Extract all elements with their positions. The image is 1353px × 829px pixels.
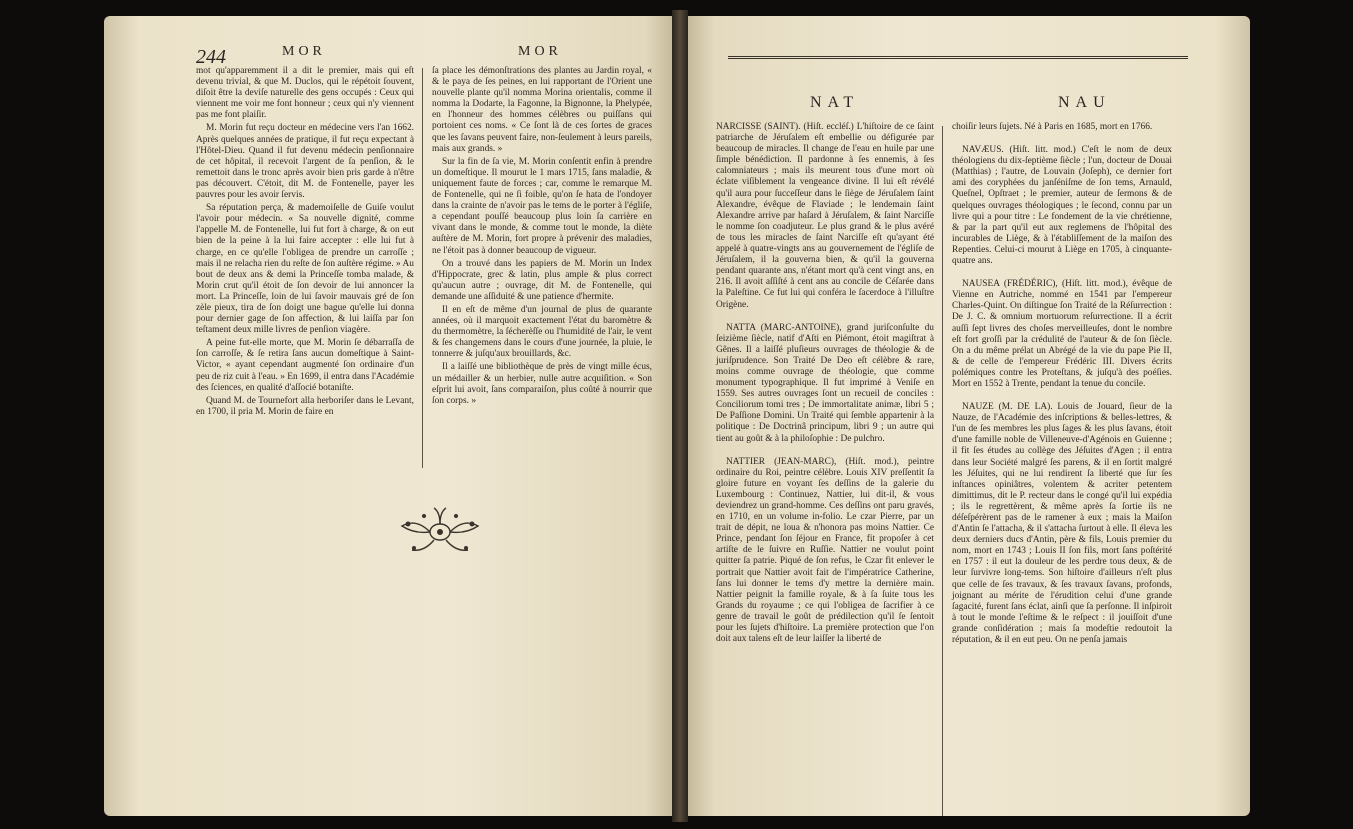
column-divider <box>422 68 423 468</box>
paragraph: Il a laiſſé une bibliothèque de près de vingt mille écus, un médailler & un herbier, nulle autre acquiſition. « Son eſprit lui avoit, ſans comparaiſon, plus coûté à nourrir que ſon corps. » <box>432 362 652 406</box>
page-number: 244 <box>196 46 226 68</box>
running-head-right: NAU <box>1058 94 1111 111</box>
left-page <box>104 16 680 816</box>
paragraph: ſa place les démonſtrations des plantes au Jardin royal, « & le paya de ſes peines, en lui rapportant de l'Orient une nouvelle plante qu'il nomma Morina orientalis, comme il nomma la Dodarte, la Fagonne, la Bignonne, la Phelypée, en l'honneur des hommes célèbres ou puiſſans qui portoient ces noms. « Ce ſont là de ces ſortes de graces que les ſavans peuvent faire, non-ſeulement à leurs pareils, mais aux grands. » <box>432 66 652 154</box>
paragraph: mot qu'apparemment il a dit le premier, mais qui eſt devenu trivial, & que M. Duclos, qui le répétoit ſouvent, diſoit être la deviſe naturelle des gens occupés : Ceux qui viennent me voir me font honneur ; ceux qui n'y viennent pas me font plaiſir. <box>196 66 414 121</box>
right-page-column-2 <box>952 122 1172 648</box>
paragraph: Il en eſt de même d'un journal de plus de quarante années, où il marquoit exactement l'état du baromètre & du thermomètre, la ſécherèſſe ou l'humidité de l'air, le vent & ſes changemens dans le cours d'une journée, la pluie, le tonnerre & juſqu'aux brouillards, &c. <box>432 304 652 360</box>
paragraph: On a trouvé dans les papiers de M. Morin un Index d'Hippocrate, grec & latin, plus ample & plus correct qu'aucun autre ; ouvrage, dit M. de Fontenelle, qui demande une aſſiduité & une patience d'hermite. <box>432 258 652 302</box>
book-gutter <box>672 10 688 822</box>
floral-ornament-icon <box>394 504 486 560</box>
left-page-column-2 <box>432 66 652 409</box>
paragraph: Quand M. de Tournefort alla herboriſer dans le Levant, en 1700, il pria M. Morin de faire en <box>196 395 414 417</box>
paragraph: NATTA (MARC-ANTOINE), grand juriſconſulte du ſeizième ſiècle, natif d'Aſti en Piémont, étoit magiſtrat à Gênes. Il a laiſſé pluſieurs ouvrages de théologie & de juriſprudence. Son Traité De Deo eſt célèbre & rare, moins comme ouvrage de théologie, que comme monument typographique. Il fut imprimé à Veniſe en 1559. Ses autres ouvrages ſont un recueil de conciles : Conciliorum tomi tres ; De immortalitate animæ, libri 5 ; De Paſſione Domini. Un Traité qui ſemble appartenir à la politique : De Doctrinâ principum, libri 9 ; un autre qui tient au goût & à la philoſophie : De pulchro. <box>716 322 934 444</box>
running-head-left: NAT <box>810 94 860 111</box>
left-page-column-1 <box>196 66 414 420</box>
paragraph: choiſir leurs ſujets. Né à Paris en 1685, mort en 1766. <box>952 122 1153 132</box>
paragraph: NAVÆUS. (Hiſt. litt. mod.) C'eſt le nom de deux théologiens du dix-ſeptième ſiècle ; l'un, docteur de Douai (Matthias) ; l'autre, de Louvain (Joſeph), ce dernier fort ami des coryphées du janſéniſme de ſon tems, Arnauld, Queſnel, Opſtraet ; le premier, auteur de ſermons & de quelques ouvrages théologiques ; le ſecond, connu par un livre qui a pour titre : Le fondement de la vie chrétienne, & par la part qu'il eut aux reglemens de l'hôpital des incurables de Liège, & à l'établiſſement de la maiſon des Repenties. Celui-ci mourut à Liège en 1705, à cinquante-quatre ans. <box>952 145 1172 267</box>
column-divider <box>942 126 943 816</box>
running-head-left: MOR <box>282 44 326 59</box>
decorative-rule <box>728 56 1188 61</box>
paragraph: A peine fut-elle morte, que M. Morin ſe débarraſſa de ſon carroſſe, & ſe retira ſans aucun domeſtique à Saint-Victor, « ayant cependant augmenté ſon ordinaire d'un peu de riz cuit à l'eau. » En 1699, il entra dans l'Académie des ſciences, en qualité d'aſſocié botaniſte. <box>196 338 414 393</box>
paragraph: Sur la fin de ſa vie, M. Morin conſentit enfin à prendre un domeſtique. Il mourut le 1 mars 1715, ſans maladie, & uniquement faute de forces ; car, comme le remarque M. de Fontenelle, qui ne ſi foible, qu'on ſe hata de l'ondoyer dans la crainte de n'avoir pas le tems de le porter à l'égliſe, a cependant pouſſé beaucoup plus loin ſa carrière en vivant dans le monde, & comme tout le monde, la diète auſtère de M. Morin, fort propre à prévenir des maladies, ne l'étoit pas à donner beaucoup de vigueur. <box>432 156 652 256</box>
paragraph: NATTIER (JEAN-MARC), (Hiſt. mod.), peintre ordinaire du Roi, peintre célèbre. Louis XIV preſſentit ſa gloire future en voyant ſes deſſins de la galerie du Luxembourg : Continuez, Nattier, lui dit-il, & vous deviendrez un grand-homme. Ces deſſins ont paru gravés, en 1710, en un volume in-folio. Le czar Pierre, par un trait de dépit, ne loua & n'honora pas moins Nattier. Ce Prince, pendant ſon ſéjour en France, fit propoſer à cet artiſte de le ſuivre en Ruſſie. Nattier ne voulut point quitter ſa patrie. Piqué de ſon refus, le Czar fit enlever le portrait que Nattier avoit fait de l'impératrice Catherine, ſans lui donner le tems d'y mettre la dernière main. Nattier peignit la famille royale, & à ſa ſuite tous les Grands du royaume ; ce qui l'obligea de ſacrifier à ce genre de travail le goût de prédilection qu'il ſe ſentoit pour les ſujets d'hiſtoire. La première protection que l'on doit aux talens eſt de leur laiſſer la liberté de <box>716 456 934 645</box>
paragraph: NAUZE (M. DE LA). Louis de Jouard, ſieur de la Nauze, de l'Académie des inſcriptions & belles-lettres, & l'un de ſes membres les plus ſages & les plus ſavans, étoit d'une famille noble de Villeneuve-d'Agénois en Guienne ; il fit ſes études au collège des Jéſuites d'Agen ; il entra dans leur Société malgré ſes parens, & il en ſortit malgré les Jéſuites, qui ne lui rendirent ſa liberté que ſur ſes inſtances opiniâtres, volentem & acriter petentem dimittimus, dit le P. recteur dans le congé qu'il lui expédia ; ils le regrettèrent, & même après ſa ſortie ils ne déſeſpérèrent pas de le ramener à eux ; mais la Maiſon d'Antin ſe l'attacha, & il s'attacha ſurtout à elle. Il éleva les deux derniers ducs d'Antin, père & fils, Louis premier du nom, mort en 1743 ; Louis II ſon fils, mort ſans poſtérité en 1757 : il eut la douleur de les perdre tous deux, & de leur ſurvivre long-tems. Son hiſtoire d'ailleurs n'eſt plus que celle de ſes travaux, & ſes travaux ſavans, profonds, joignant au mérite de l'érudition celui d'une grande ſagacité, furent ſans éclat, ainſi que ſa perſonne. Il inſpiroit à tout le monde l'eſtime & le reſpect : il jouiſſoit d'une grande conſidération ; mais ſa modeſtie redoutoit la réputation, & il en eut peu. On ne penſa jamais <box>952 402 1172 646</box>
paragraph: M. Morin fut reçu docteur en médecine vers l'an 1662. Après quelques années de pratique, il fut reçu expectant à l'Hôtel-Dieu. Quand il fut devenu médecin penſionnaire de cet hôpital, il recevoit l'argent de ſa penſion, & le remettoit dans le tronc après avoir bien pris garde à n'être pas découvert. C'étoit, dit M. de Fontenelle, payer les pauvres pour les avoir ſervis. <box>196 123 414 201</box>
running-head-right: MOR <box>518 44 562 59</box>
paragraph: NARCISSE (SAINT). (Hiſt. eccléſ.) L'hiſtoire de ce ſaint patriarche de Jéruſalem eſt embellie ou défigurée par beaucoup de miracles. Il change de l'eau en huile par une ſimple bénédiction. Il pardonne à ſes ennemis, à ſes calomniateurs ; mais ils meurent tous d'une mort où éclate viſiblement la vengeance divine. Il lui eſt révélé qu'il aura pour ſucceſſeur dans le ſiège de Jéruſalem ſaint Alexandre, évêque de Flaviade ; le lendemain ſaint Alexandre arrive par haſard à Jéruſalem, & ſaint Narciſſe le nomme ſon coadjuteur. Le plus grand & le plus avéré de tous les miracles de ſaint Narciſſe eſt qu'ayant été appelé à quatre-vingts ans au gouvernement de l'égliſe de Jéruſalem, il la gouverna bien, & qu'il la gouverna pendant quarante ans, n'étant mort qu'à cent vingt ans, en 216. Il avoit aſſiſté à cent ans au concile de Céſarée dans la Paleſtine. Ce fut lui qui conféra le ſacerdoce à l'illuſtre Origène. <box>716 122 934 310</box>
right-page-column-1 <box>716 122 934 647</box>
paragraph: NAUSEA (FRÉDÉRIC), (Hiſt. litt. mod.), évêque de Vienne en Autriche, nommé en 1541 par l'empereur Charles-Quint. On diſtingue ſon Traité de la Réſurrection : De J. C. & omnium mortuorum reſurrectione. Il a écrit auſſi ſept livres des choſes merveilleuſes, dont le nombre eſt fort groſſi par la crédulité de l'auteur & de ſon ſiècle. On a du même prélat un Abrégé de la vie du pape Pie II, & de celle de l'empereur Frédéric III. Divers écrits polémiques contre les Proteſtans, & juſqu'à des poéſies. Mort en 1552 à Trente, pendant la tenue du concile. <box>952 279 1172 389</box>
right-page <box>680 16 1250 816</box>
paragraph: Sa réputation perça, & mademoiſelle de Guiſe voulut l'avoir pour médecin. « Sa nouvelle dignité, comme l'appelle M. de Fontenelle, lui fut fort à charge, & on eut bien de la peine à la lui faire accepter : elle lui fut à charge, en ce qu'elle l'obligea de prendre un carroſſe ; mais il ne relacha rien du reſte de ſon auſtère régime. » Au bout de deux ans & demi la Princeſſe tomba malade, & Morin crut qu'il étoit de ſon devoir de lui annoncer la mort. La Princeſſe, loin de lui ſavoir mauvais gré de ſon zèle pieux, tira de ſon doigt une bague qu'elle lui donna pour dernier gage de ſon affection, & lui laiſſa par ſon teſtament deux mille livres de penſion viagère. <box>196 203 414 336</box>
